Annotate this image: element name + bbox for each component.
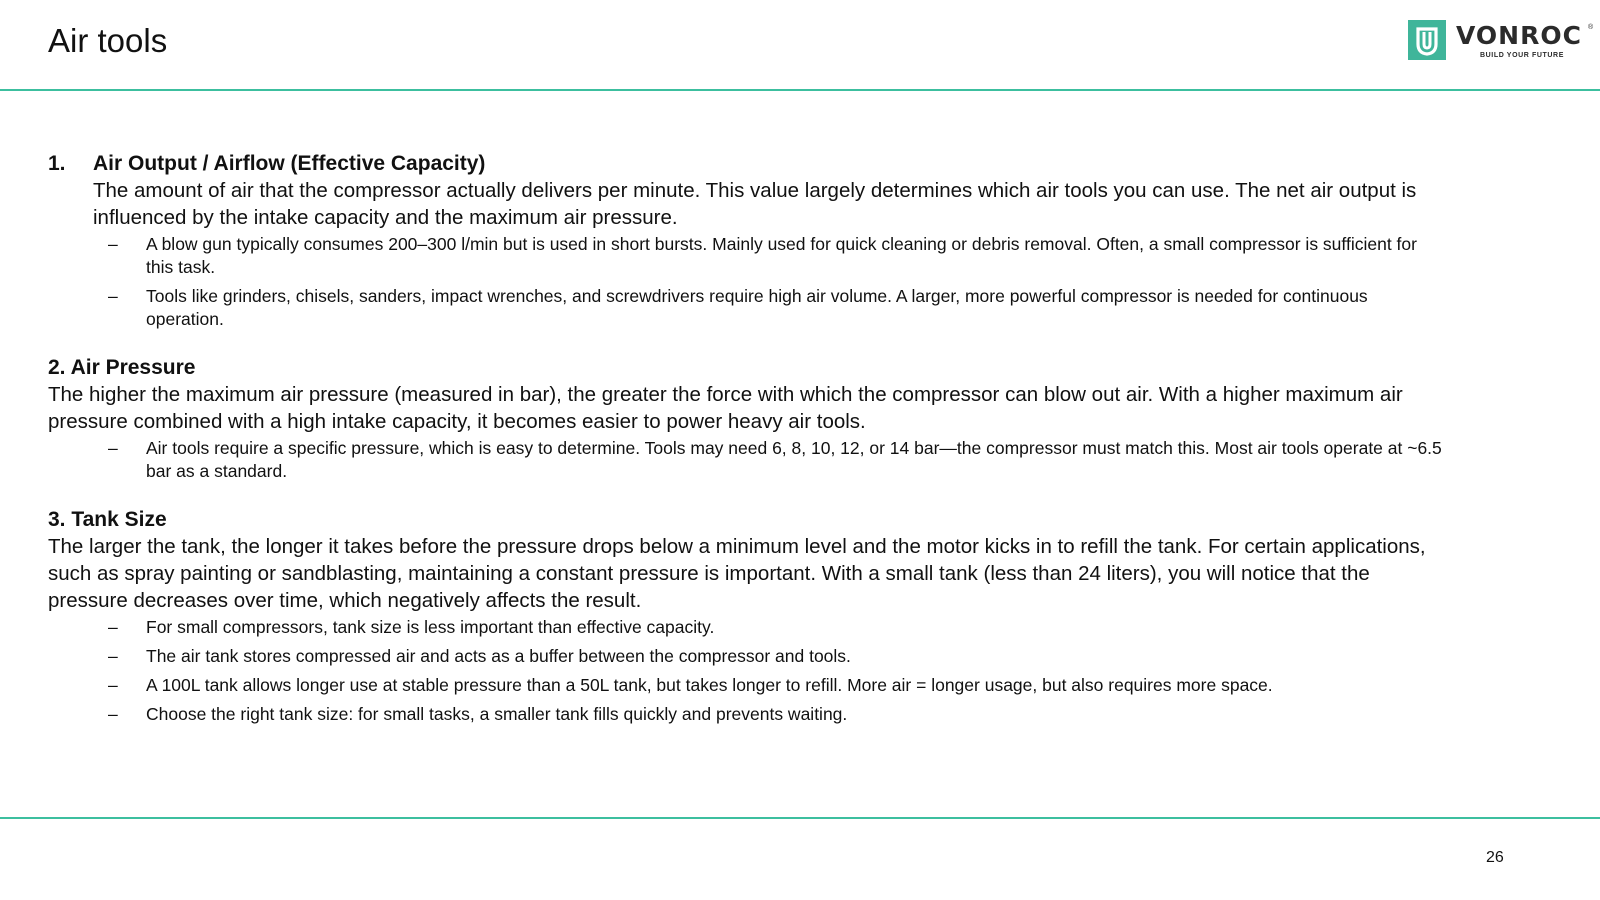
bullet-text: For small compressors, tank size is less important than effective capacity. [146, 617, 715, 637]
bullet-text: Air tools require a specific pressure, which is easy to determine. Tools may need 6, 8, 10, 12, or 14 bar—the compressor must match this. Most air tools operate at ~6.5 bar as a standard. [146, 438, 1442, 481]
slide-title: Air tools [48, 22, 168, 59]
list-item [48, 645, 1448, 668]
bullet-list [48, 437, 1448, 483]
bullet-dash: – [108, 617, 118, 637]
bullet-dash: – [108, 646, 118, 666]
bullet-text: Tools like grinders, chisels, sanders, impact wrenches, and screwdrivers require high air volume. A larger, more powerful compressor is needed for continuous operation. [146, 286, 1368, 329]
section-number: 1. [48, 152, 66, 175]
header-divider [0, 89, 1600, 91]
bullet-text: A blow gun typically consumes 200–300 l/min but is used in short bursts. Mainly used for quick cleaning or debris removal. Often, a small compressor is sufficient for this task. [146, 234, 1417, 277]
slide-body [48, 151, 1448, 732]
list-item [93, 233, 1448, 279]
list-item [48, 703, 1448, 726]
vonroc-shield-icon [1408, 20, 1446, 60]
bullet-dash: – [108, 675, 118, 695]
list-item [48, 437, 1448, 483]
list-item [48, 616, 1448, 639]
bullet-text: Choose the right tank size: for small tasks, a smaller tank fills quickly and prevents waiting. [146, 704, 848, 724]
bullet-list [48, 616, 1448, 726]
section-tank-size [48, 507, 1448, 726]
vonroc-logo [1408, 20, 1593, 62]
section-heading: Air Output / Airflow (Effective Capacity) [93, 152, 486, 175]
bullet-text: The air tank stores compressed air and acts as a buffer between the compressor and tools. [146, 646, 851, 666]
page-number: 26 [1486, 849, 1504, 866]
bullet-dash: – [108, 286, 118, 306]
logo-tagline: BUILD YOUR FUTURE [1480, 52, 1564, 59]
section-paragraph: The amount of air that the compressor actually delivers per minute. This value largely determines which air tools you can use. The net air output is influenced by the intake capacity and the maximum air pressure. [93, 179, 1417, 229]
bullet-dash: – [108, 234, 118, 254]
logo-registered-mark: ® [1588, 24, 1594, 31]
section-paragraph: The larger the tank, the longer it takes before the pressure drops below a minimum level and the motor kicks in to refill the tank. For certain applications, such as spray painting or sandblasting, maintaining a constant pressure is important. With a small tank (less than 24 liters), you will notice that the pressure decreases over time, which negatively affects the result. [48, 535, 1426, 612]
bullet-dash: – [108, 704, 118, 724]
footer-divider [0, 817, 1600, 819]
list-item [48, 674, 1448, 697]
bullet-dash: – [108, 438, 118, 458]
section-heading: 3. Tank Size [48, 508, 167, 531]
bullet-text: A 100L tank allows longer use at stable pressure than a 50L tank, but takes longer to refill. More air = longer usage, but also requires more space. [146, 675, 1273, 695]
bullet-list [93, 233, 1448, 331]
section-heading: 2. Air Pressure [48, 356, 196, 379]
section-air-pressure [48, 355, 1448, 483]
section-paragraph: The higher the maximum air pressure (measured in bar), the greater the force with which the compressor can blow out air. With a higher maximum air pressure combined with a high intake capacity, it becomes easier to power heavy air tools. [48, 383, 1403, 433]
section-air-output [48, 151, 1448, 331]
logo-wordmark: VONROC [1456, 21, 1582, 50]
list-item [93, 285, 1448, 331]
